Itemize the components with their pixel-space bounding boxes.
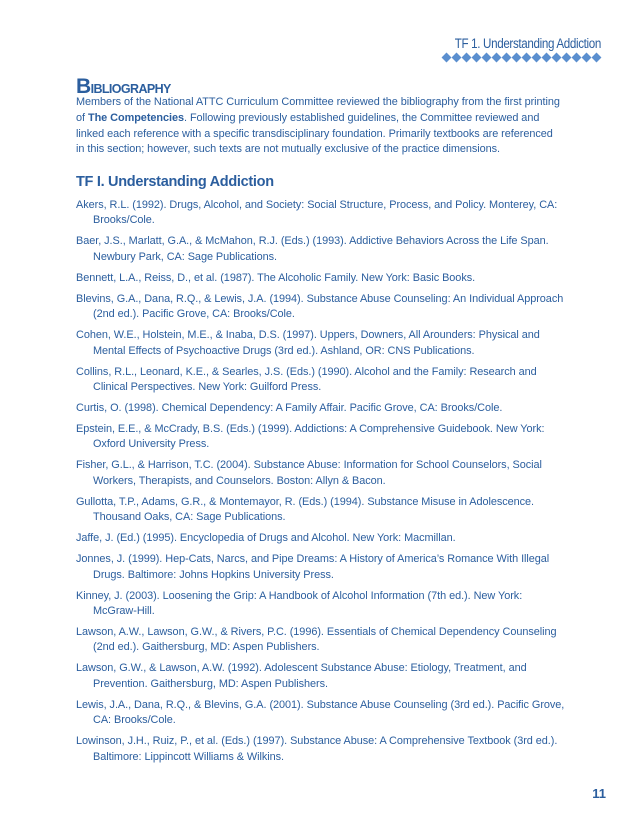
intro-text-start: Members of the National ATTC Curriculum Committee reviewed the bibliography from the first printing of — [76, 96, 560, 124]
reference-list — [76, 198, 566, 771]
reference-entry: Blevins, G.A., Dana, R.Q., & Lewis, J.A. (1994). Substance Abuse Counseling: An Individual Approach (2nd ed.). Pacific Grove, CA: Brooks/Cole. — [76, 292, 564, 321]
reference-entry: Lawson, G.W., & Lawson, A.W. (1992). Adolescent Substance Abuse: Etiology, Treatment, and Prevention. Gaithersburg, MD: Aspen Publishers. — [76, 662, 527, 690]
subsection-heading: TF I. Understanding Addiction — [76, 174, 274, 190]
reference-entry: Cohen, W.E., Holstein, M.E., & Inaba, D.S. (1997). Uppers, Downers, All Arounders: Physical and Mental Effects of Psychoactive Drugs (3rd ed.). Ashland, OR: CNS Publications. — [76, 329, 540, 357]
intro-paragraph — [76, 95, 562, 158]
diamond-icon — [481, 53, 491, 63]
reference-entry: Jonnes, J. (1999). Hep-Cats, Narcs, and Pipe Dreams: A History of America’s Romance With Illegal Drugs. Baltimore: Johns Hopkins University Press. — [76, 553, 550, 581]
intro-text-end: . Following previously established guidelines, the Committee reviewed and linked each reference with a specific transdisciplinary foundation. Primarily textbooks are referenced in this section; however, such texts are not mutually exclusive of the practice dimensions. — [76, 111, 553, 156]
reference-entry: Curtis, O. (1998). Chemical Dependency: A Family Affair. Pacific Grove, CA: Brooks/Cole. — [76, 402, 503, 415]
reference-entry: Collins, R.L., Leonard, K.E., & Searles, J.S. (Eds.) (1990). Alcohol and the Family: Research and Clinical Perspectives. New York: Guilford Press. — [76, 365, 537, 394]
diamond-icon — [591, 53, 601, 63]
section-heading-text: IBLIOGRAPHY — [90, 82, 171, 96]
running-head: TF 1. Understanding Addiction — [454, 36, 601, 51]
diamond-icon — [451, 53, 461, 63]
diamond-icon — [571, 53, 581, 63]
section-heading-initial: B — [76, 75, 91, 98]
diamond-icon — [541, 53, 551, 63]
diamond-icon — [521, 53, 531, 63]
reference-entry: Bennett, L.A., Reiss, D., et al. (1987). The Alcoholic Family. New York: Basic Books. — [76, 271, 476, 284]
diamond-icon — [441, 53, 451, 63]
reference-entry: Lawson, A.W., Lawson, G.W., & Rivers, P.C. (1996). Essentials of Chemical Dependency Counseling (2nd ed.). Gaithersburg, MD: Aspen Publishers. — [76, 626, 557, 654]
reference-entry: Fisher, G.L., & Harrison, T.C. (2004). Substance Abuse: Information for School Counselors, Social Workers, Therapists, and Counselors. Boston: Allyn & Bacon. — [76, 459, 542, 487]
diamond-icon — [471, 53, 481, 63]
reference-entry: Kinney, J. (2003). Loosening the Grip: A Handbook of Alcohol Information (7th ed.). New York: McGraw-Hill. — [76, 589, 523, 618]
diamond-icon — [551, 53, 561, 63]
diamond-icon — [501, 53, 511, 63]
reference-entry: Baer, J.S., Marlatt, G.A., & McMahon, R.J. (Eds.) (1993). Addictive Behaviors Across the Life Span. Newbury Park, CA: Sage Publications. — [76, 235, 549, 263]
diamond-rule — [441, 54, 601, 61]
reference-entry: Lowinson, J.H., Ruiz, P., et al. (Eds.) (1997). Substance Abuse: A Comprehensive Textbook (3rd ed.). Baltimore: Lippincott Williams & Wilkins. — [76, 735, 558, 763]
diamond-icon — [461, 53, 471, 63]
reference-entry: Jaffe, J. (Ed.) (1995). Encyclopedia of Drugs and Alcohol. New York: Macmillan. — [76, 532, 456, 545]
diamond-icon — [561, 53, 571, 63]
diamond-icon — [491, 53, 501, 63]
intro-bold-title: The Competencies — [87, 111, 184, 124]
diamond-icon — [511, 53, 521, 63]
reference-entry: Akers, R.L. (1992). Drugs, Alcohol, and Society: Social Structure, Process, and Policy. Monterey, CA: Brooks/Cole. — [76, 199, 558, 227]
reference-entry: Lewis, J.A., Dana, R.Q., & Blevins, G.A. (2001). Substance Abuse Counseling (3rd ed.). Pacific Grove, CA: Brooks/Cole. — [76, 698, 565, 727]
diamond-icon — [531, 53, 541, 63]
reference-entry: Epstein, E.E., & McCrady, B.S. (Eds.) (1999). Addictions: A Comprehensive Guidebook. New York: Oxford University Press. — [76, 423, 545, 451]
reference-entry: Gullotta, T.P., Adams, G.R., & Montemayor, R. (Eds.) (1994). Substance Misuse in Adolescence. Thousand Oaks, CA: Sage Publications. — [76, 495, 535, 524]
page-number: 11 — [592, 786, 606, 801]
diamond-icon — [581, 53, 591, 63]
